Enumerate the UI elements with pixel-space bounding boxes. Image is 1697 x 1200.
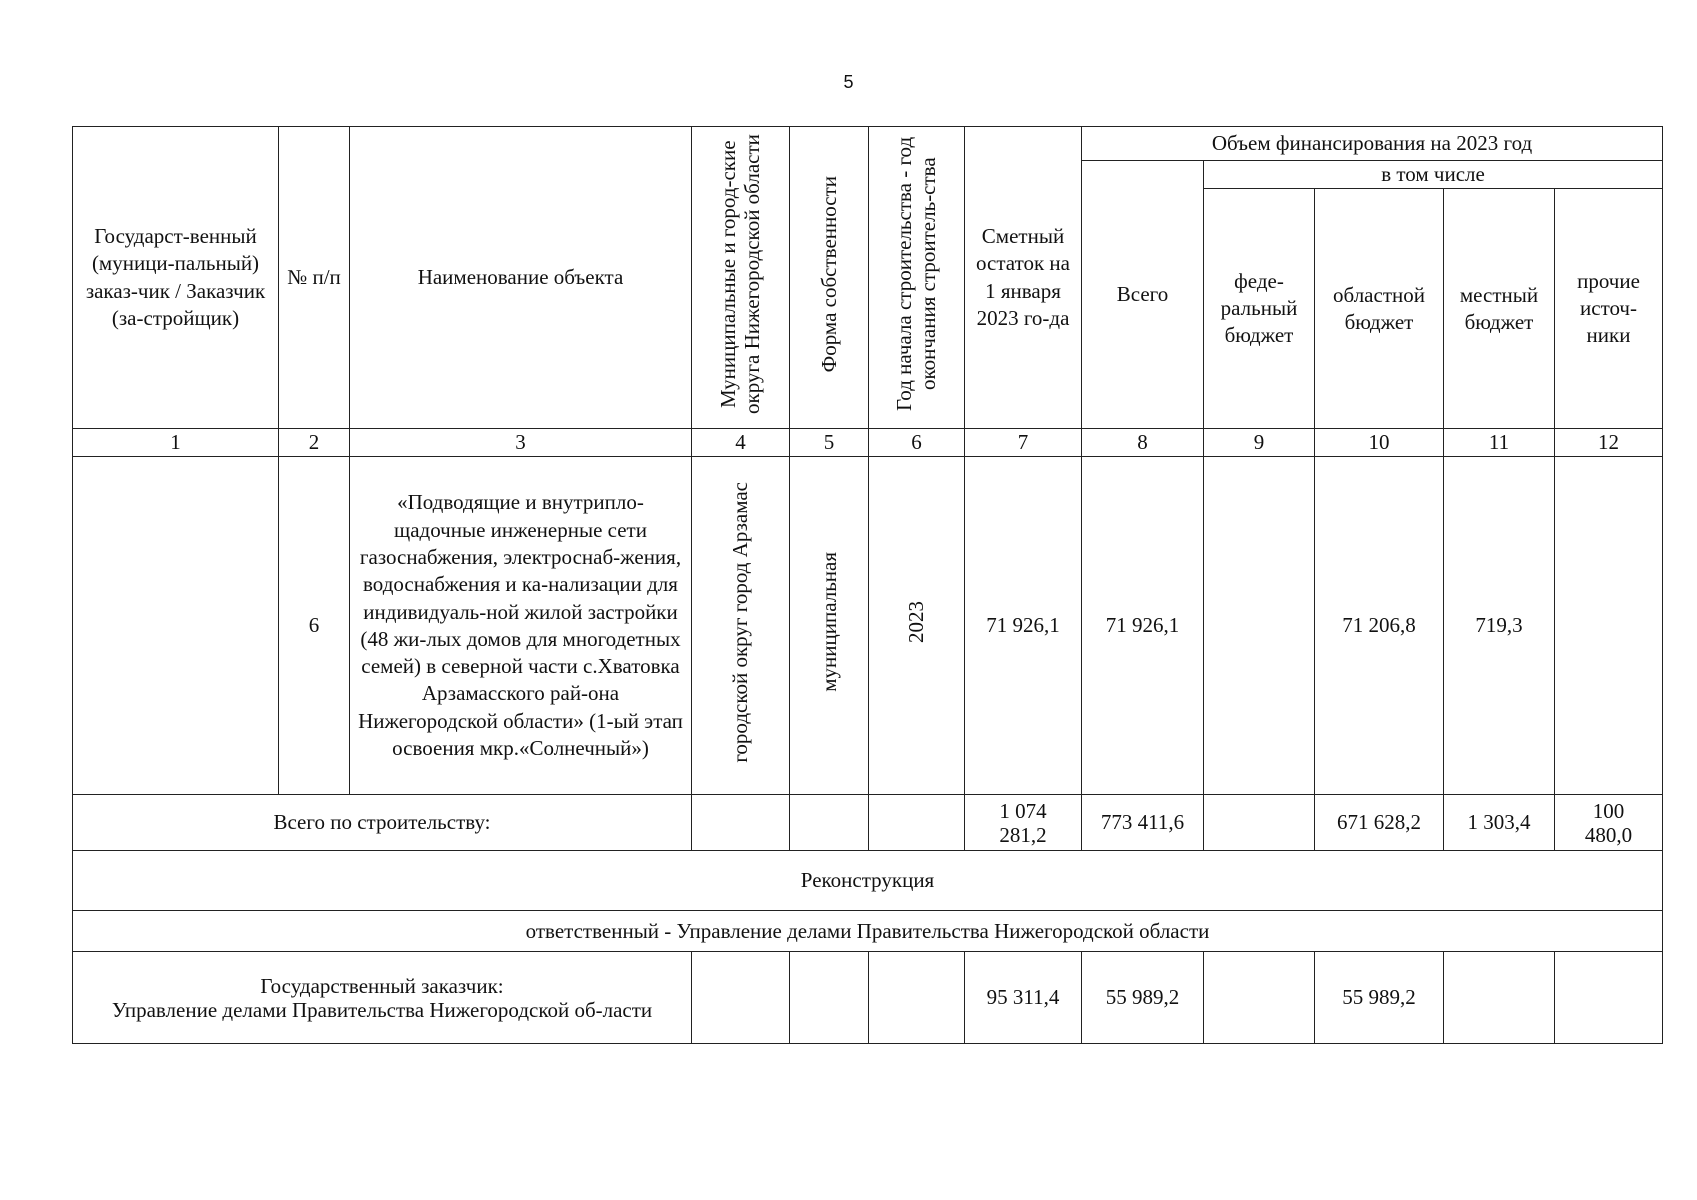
column-number: 11 — [1444, 429, 1555, 457]
column-number: 1 — [73, 429, 279, 457]
column-number: 10 — [1315, 429, 1444, 457]
column-number: 6 — [869, 429, 965, 457]
column-number: 5 — [790, 429, 869, 457]
row-ownership: муниципальная — [790, 457, 869, 795]
gov-customer-label: Государственный заказчик: Управление делами Правительства Нижегородской об-ласти — [73, 952, 692, 1044]
investment-program-table — [72, 126, 1663, 1044]
construction-total-federal — [1204, 795, 1315, 851]
column-number: 8 — [1082, 429, 1204, 457]
column-number: 2 — [279, 429, 350, 457]
header-ownership: Форма собственности — [790, 127, 869, 429]
empty-cell — [692, 952, 790, 1044]
header-object-name: Наименование объекта — [350, 127, 692, 429]
empty-cell — [790, 795, 869, 851]
header-regional: областной бюджет — [1315, 189, 1444, 429]
column-number: 3 — [350, 429, 692, 457]
row-municipality: городской округ город Арзамас — [692, 457, 790, 795]
row-customer — [73, 457, 279, 795]
header-customer: Государст-венный (муници-пальный) заказ-чик / Заказчик (за-стройщик) — [73, 127, 279, 429]
header-including: в том числе — [1204, 161, 1663, 189]
page-number: 5 — [843, 72, 854, 92]
section-title-row — [73, 851, 1663, 911]
header-municipality: Муниципальные и город-ские округа Нижегородской области — [692, 127, 790, 429]
column-number: 9 — [1204, 429, 1315, 457]
header-total: Всего — [1082, 161, 1204, 429]
gov-customer-other — [1555, 952, 1663, 1044]
section-responsible-row — [73, 911, 1663, 952]
header-federal: феде-ральный бюджет — [1204, 189, 1315, 429]
table-row — [73, 457, 1663, 795]
row-estimate: 71 926,1 — [965, 457, 1082, 795]
row-other — [1555, 457, 1663, 795]
section-responsible: ответственный - Управление делами Правительства Нижегородской области — [73, 911, 1663, 952]
gov-customer-regional: 55 989,2 — [1315, 952, 1444, 1044]
empty-cell — [692, 795, 790, 851]
row-regional: 71 206,8 — [1315, 457, 1444, 795]
column-number: 12 — [1555, 429, 1663, 457]
construction-total-regional: 671 628,2 — [1315, 795, 1444, 851]
column-number: 4 — [692, 429, 790, 457]
empty-cell — [869, 795, 965, 851]
row-object-name: «Подводящие и внутрипло-щадочные инженерные сети газоснабжения, электроснаб-жения, водоснабжения и ка-нализации для индивидуаль-ной жилой застройки (48 жи-лых домов для многодетных семей) в северной части с.Хватовка Арзамасского рай-она Нижегородской области» (1-ый этап освоения мкр.«Солнечный») — [350, 457, 692, 795]
gov-customer-estimate: 95 311,4 — [965, 952, 1082, 1044]
gov-customer-local — [1444, 952, 1555, 1044]
construction-total-estimate: 1 074 281,2 — [965, 795, 1082, 851]
header-other: прочие источ-ники — [1555, 189, 1663, 429]
gov-customer-federal — [1204, 952, 1315, 1044]
header-financing-group: Объем финансирования на 2023 год — [1082, 127, 1663, 161]
construction-total-local: 1 303,4 — [1444, 795, 1555, 851]
construction-total-other: 100 480,0 — [1555, 795, 1663, 851]
empty-cell — [790, 952, 869, 1044]
empty-cell — [869, 952, 965, 1044]
row-federal — [1204, 457, 1315, 795]
row-local: 719,3 — [1444, 457, 1555, 795]
section-title: Реконструкция — [73, 851, 1663, 911]
column-numbers-row — [73, 429, 1663, 457]
construction-total-sum: 773 411,6 — [1082, 795, 1204, 851]
construction-total-label: Всего по строительству: — [73, 795, 692, 851]
header-local: местный бюджет — [1444, 189, 1555, 429]
header-estimate: Сметный остаток на 1 января 2023 го-да — [965, 127, 1082, 429]
header-number: № п/п — [279, 127, 350, 429]
column-number: 7 — [965, 429, 1082, 457]
row-total: 71 926,1 — [1082, 457, 1204, 795]
row-years: 2023 — [869, 457, 965, 795]
row-number: 6 — [279, 457, 350, 795]
construction-total-row — [73, 795, 1663, 851]
header-years: Год начала строительства - год окончания строитель-ства — [869, 127, 965, 429]
gov-customer-total: 55 989,2 — [1082, 952, 1204, 1044]
gov-customer-row — [73, 952, 1663, 1044]
